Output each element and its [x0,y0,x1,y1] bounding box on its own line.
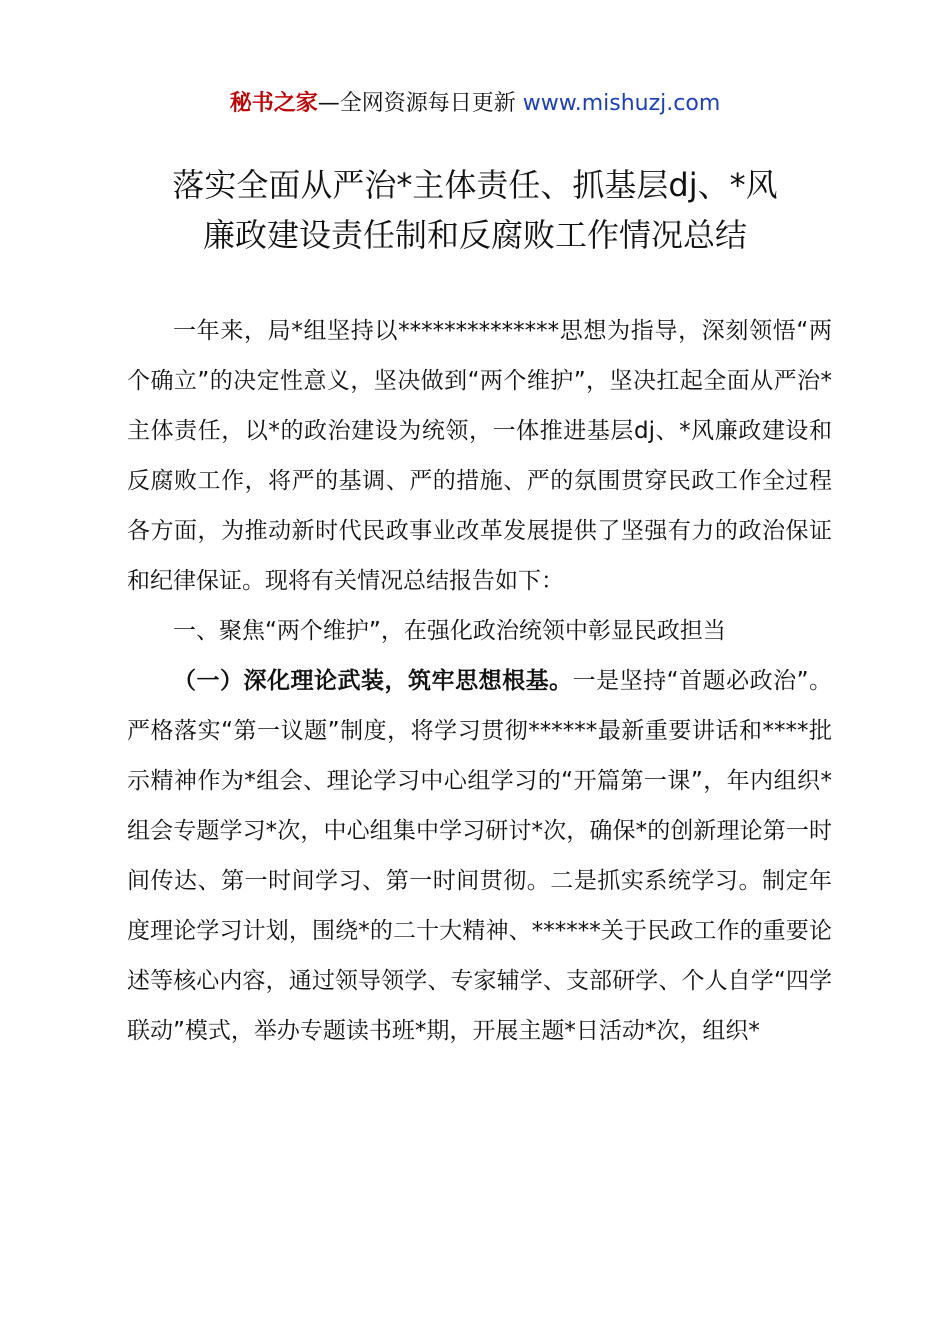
title-line-1: 落实全面从严治*主体责任、抓基层dj、*风 [172,166,778,204]
title-line-2: 廉政建设责任制和反腐败工作情况总结 [202,216,747,254]
subsection-heading: （一）深化理论武装，筑牢思想根基。 [173,668,573,694]
site-url-link[interactable]: www.mishuzj.com [522,91,721,116]
subsection-paragraph [127,656,832,1056]
section-heading: 一、聚焦“两个维护”，在强化政治统领中彰显民政担当 [173,618,726,644]
document-body [127,306,832,1056]
site-header [0,88,950,120]
site-brand: 秘书之家 [229,91,318,116]
site-tagline: —全网资源每日更新 [317,91,516,116]
document-title [100,160,850,260]
intro-paragraph: 一年来，局*组坚持以**************思想为指导，深刻领悟“两个确立”的决定性意义，坚决做到“两个维护”，坚决扛起全面从严治*主体责任，以*的政治建设为统领，一体推进基层dj、*风廉政建设和反腐败工作，将严的基调、严的措施、严的氛围贯穿民政工作全过程各方面，为推动新时代民政事业改革发展提供了坚强有力的政治保证和纪律保证。现将有关情况总结报告如下： [127,318,832,594]
subsection-text: 一是坚持“首题必政治”。严格落实“第一议题”制度，将学习贯彻******最新重要讲话和****批示精神作为*组会、理论学习中心组学习的“开篇第一课”，年内组织*组会专题学习*次，中心组集中学习研讨*次，确保*的创新理论第一时间传达、第一时间学习、第一时间贯彻。二是抓实系统学习。制定年度理论学习计划，围绕*的二十大精神、******关于民政工作的重要论述等核心内容，通过领导领学、专家辅学、支部研学、个人自学“四学联动”模式，举办专题读书班*期，开展主题*日活动*次，组织* [127,668,833,1044]
